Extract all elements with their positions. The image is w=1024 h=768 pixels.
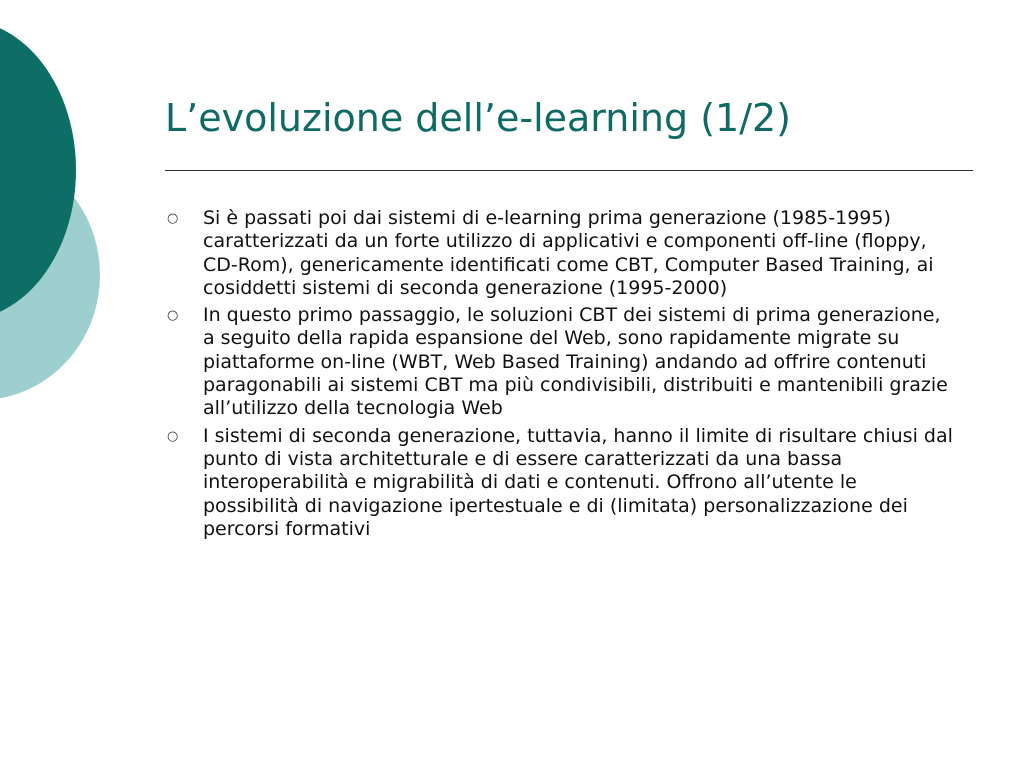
bullet-item [160, 425, 955, 541]
bullet-item [160, 304, 955, 420]
hollow-circle-icon: ○ [167, 308, 179, 324]
bullet-list [160, 207, 955, 545]
hollow-circle-icon: ○ [167, 428, 179, 444]
bullet-text: In questo primo passaggio, le soluzioni CBT dei sistemi di prima generazione, a seguito della rapida espansione del Web, sono rapidamente migrate su piattaforme on-line (WBT, Web Based Training) andando ad offrire contenuti paragonabili ai sistemi CBT ma più condivisibili, distribuiti e mantenibili grazie all’utilizzo della tecnologia Web [203, 304, 948, 420]
bullet-text: Si è passati poi dai sistemi di e-learning prima generazione (1985-1995) caratterizzati da un forte utilizzo di applicativi e componenti off-line (floppy, CD-Rom), genericamente identificati come CBT, Computer Based Training, ai cosiddetti sistemi di seconda generazione (1995-2000) [203, 207, 934, 299]
bullet-item [160, 207, 955, 300]
slide-title: L’evoluzione dell’e-learning (1/2) [165, 96, 791, 140]
title-divider [165, 170, 973, 171]
bullet-text: I sistemi di seconda generazione, tuttavia, hanno il limite di risultare chiusi dal punto di vista architetturale e di essere caratterizzati da una bassa interoperabilità e migrabilità di dati e contenuti. Offrono all’utente le possibilità di navigazione ipertestuale e di (limitata) personalizzazione dei percorsi formativi [203, 424, 953, 540]
hollow-circle-icon: ○ [167, 211, 179, 226]
